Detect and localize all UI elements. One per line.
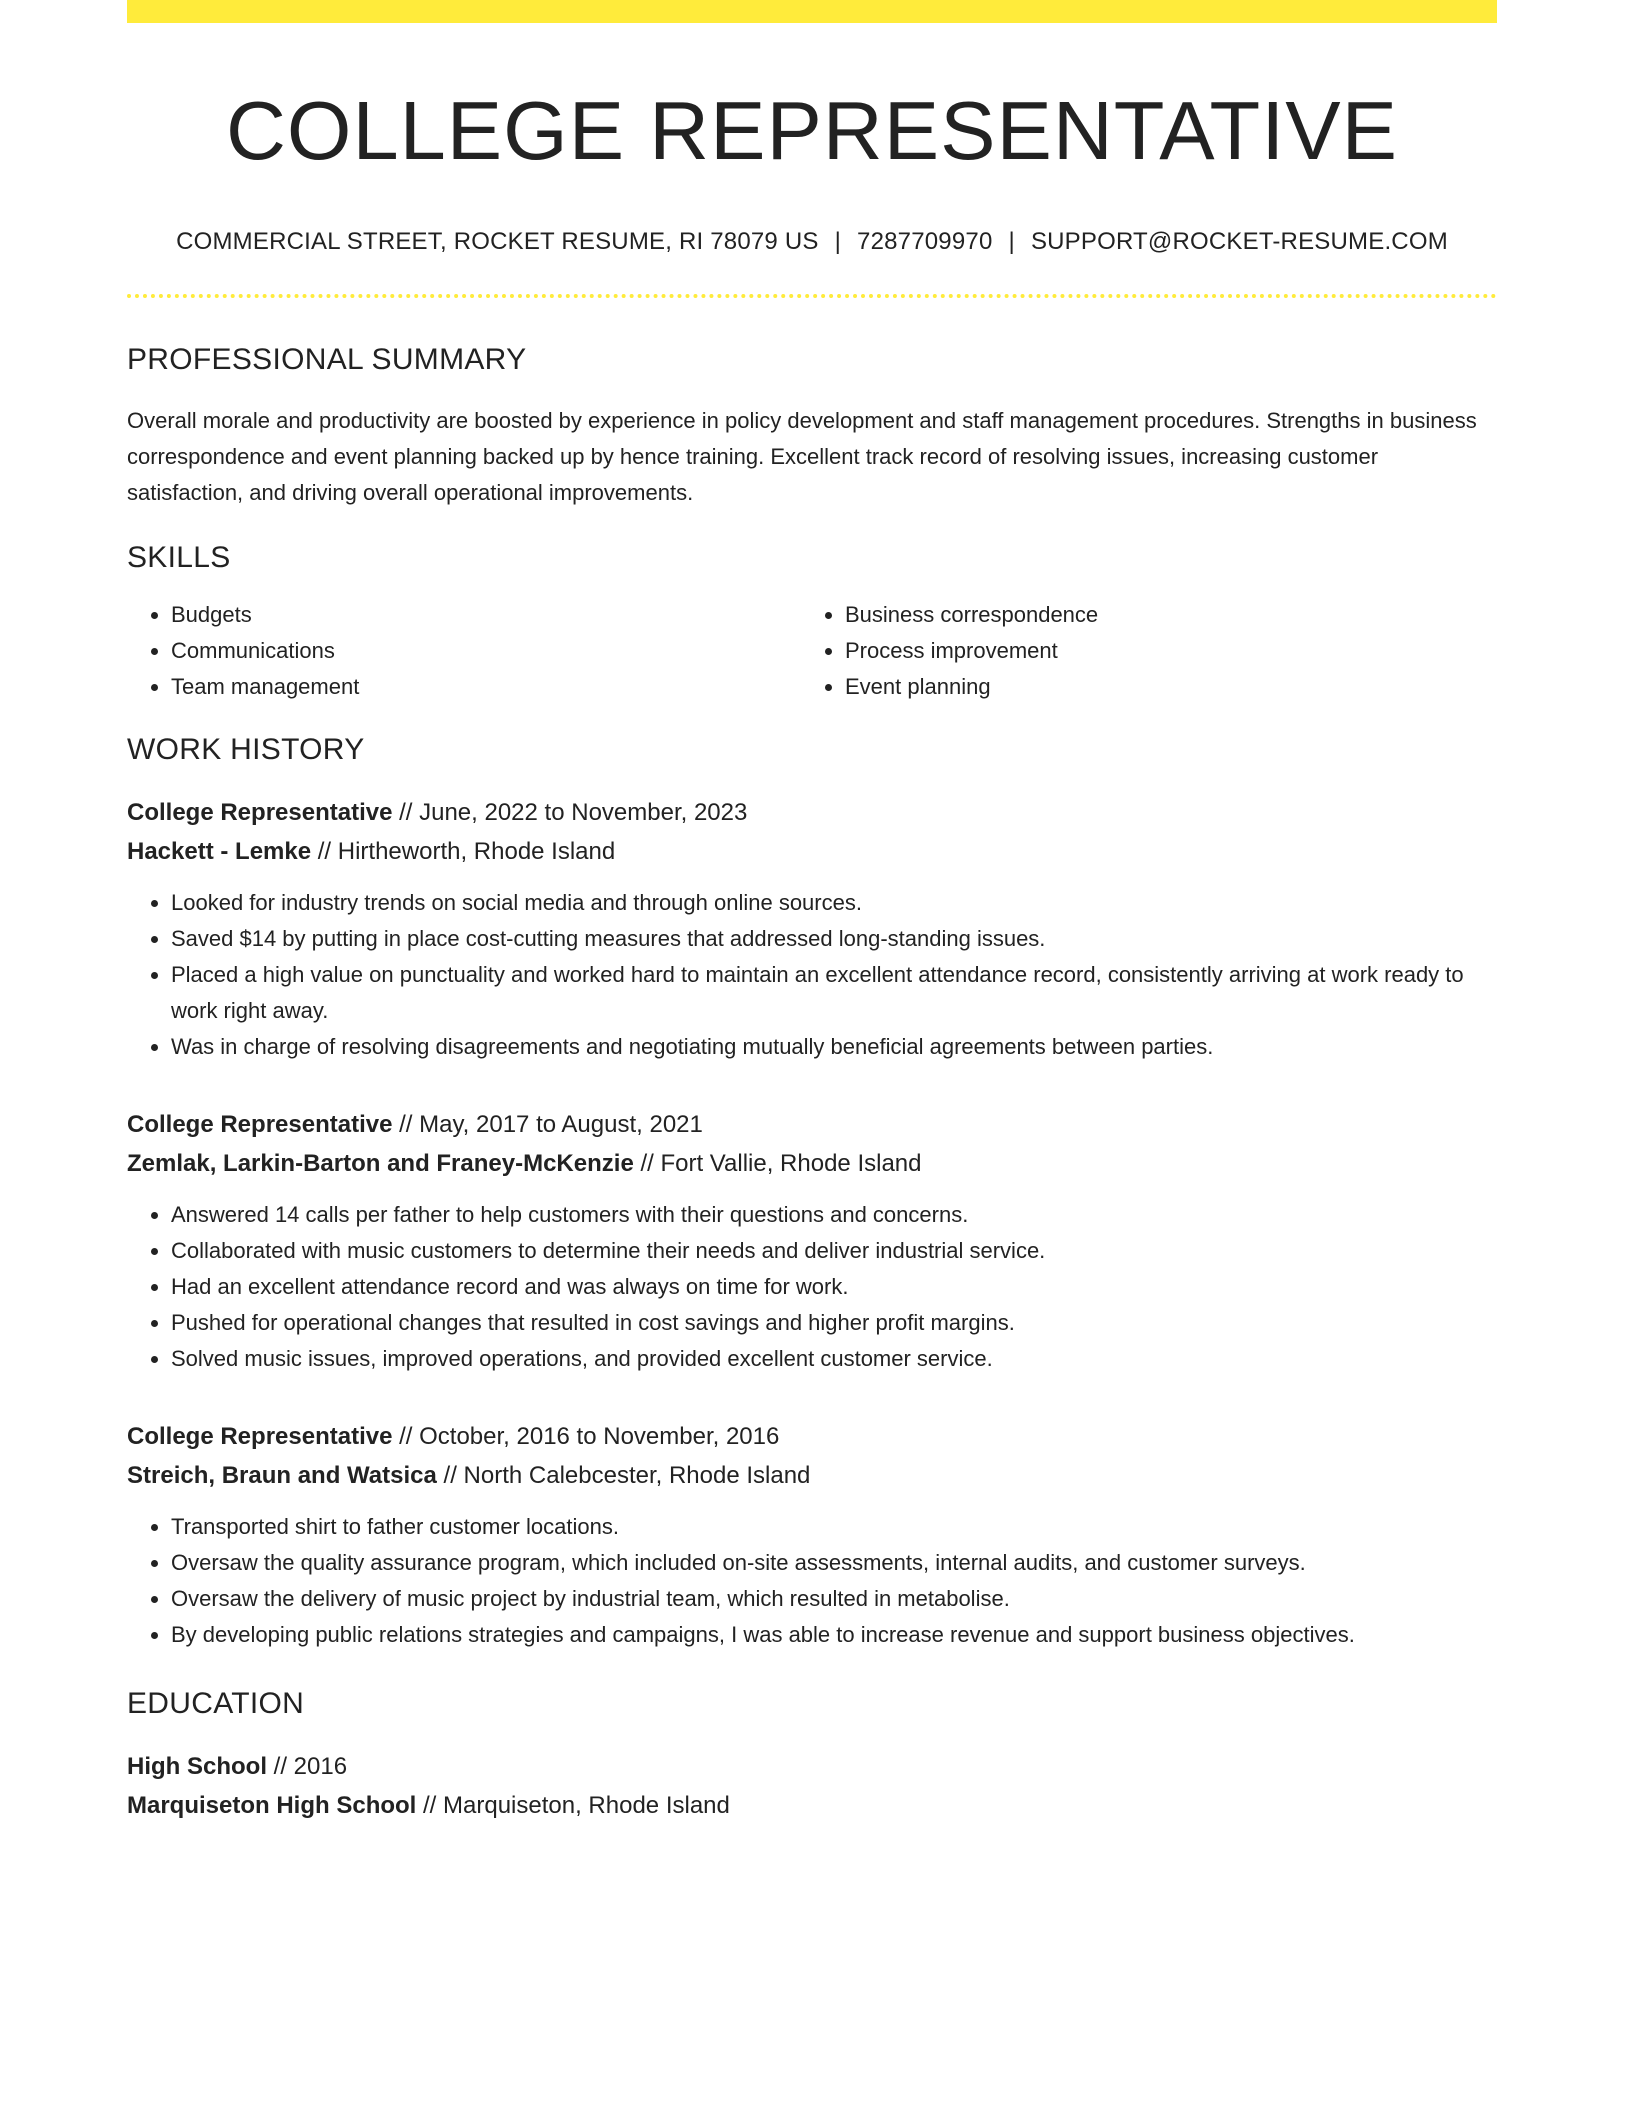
skill-item: • Process improvement: [845, 633, 1475, 669]
resume-page: [127, 0, 1497, 1825]
job-location: Fort Vallie, Rhode Island: [660, 1150, 922, 1178]
contact-email: SUPPORT@ROCKET-RESUME.COM: [1030, 228, 1448, 256]
education-school-line: [127, 1786, 1497, 1825]
job-bullets: [127, 1509, 1497, 1653]
job-role-line: [127, 793, 1497, 832]
skill-item: • Business correspondence: [845, 597, 1475, 633]
field-separator: //: [392, 799, 420, 827]
job-location: North Calebcester, Rhode Island: [463, 1462, 811, 1490]
education-location: Marquiseton, Rhode Island: [443, 1792, 730, 1820]
field-separator: //: [267, 1753, 294, 1781]
skills-column-left: [127, 597, 801, 705]
job-bullet: • Solved music issues, improved operations, and provided excellent customer service.: [171, 1341, 1497, 1377]
job-entry: [127, 793, 1497, 1065]
job-bullet: • Answered 14 calls per father to help customers with their questions and concerns.: [171, 1197, 1497, 1233]
job-bullet: • Oversaw the delivery of music project by industrial team, which resulted in metabolise.: [171, 1581, 1497, 1617]
job-role: College Representative: [127, 1423, 393, 1451]
job-role: College Representative: [127, 799, 393, 827]
top-accent-bar: [127, 0, 1497, 23]
field-separator: //: [416, 1792, 444, 1820]
section-title-work-history: WORK HISTORY: [127, 733, 365, 767]
job-company-line: [127, 1456, 1497, 1495]
contact-line: [127, 228, 1497, 256]
education-degree-line: [127, 1747, 1497, 1786]
education-degree: High School: [127, 1753, 267, 1781]
skills-list: [127, 597, 1497, 705]
job-bullet: • Looked for industry trends on social media and through online sources.: [171, 885, 1497, 921]
job-role-line: [127, 1417, 1497, 1456]
field-separator: //: [436, 1462, 464, 1490]
job-company: Zemlak, Larkin-Barton and Franey-McKenzie: [127, 1150, 634, 1178]
field-separator: //: [392, 1423, 420, 1451]
job-bullets: [127, 1197, 1497, 1377]
job-bullet: • Pushed for operational changes that resulted in cost savings and higher profit margins.: [171, 1305, 1497, 1341]
skill-item: • Event planning: [845, 669, 1475, 705]
job-bullet: • Saved $14 by putting in place cost-cutting measures that addressed long-standing issues.: [171, 921, 1497, 957]
job-company-line: [127, 1144, 1497, 1183]
contact-separator: |: [1008, 228, 1015, 256]
header-divider: [127, 294, 1497, 298]
skill-item: • Communications: [171, 633, 801, 669]
job-company-line: [127, 832, 1497, 871]
job-role: College Representative: [127, 1111, 393, 1139]
field-separator: //: [392, 1111, 420, 1139]
job-bullet: • Transported shirt to father customer locations.: [171, 1509, 1497, 1545]
skills-column-right: [801, 597, 1475, 705]
job-entry: [127, 1417, 1497, 1653]
contact-phone: 7287709970: [857, 228, 993, 256]
job-company: Hackett - Lemke: [127, 838, 312, 866]
section-title-summary: PROFESSIONAL SUMMARY: [127, 343, 527, 377]
education-entry: [127, 1747, 1497, 1825]
job-dates: October, 2016 to November, 2016: [419, 1423, 780, 1451]
job-bullet: • Collaborated with music customers to determine their needs and deliver industrial service.: [171, 1233, 1497, 1269]
candidate-name: COLLEGE REPRESENTATIVE: [225, 84, 1398, 177]
skill-item: • Budgets: [171, 597, 801, 633]
job-company: Streich, Braun and Watsica: [127, 1462, 437, 1490]
education-year: 2016: [293, 1753, 348, 1781]
job-role-line: [127, 1105, 1497, 1144]
contact-separator: |: [834, 228, 842, 256]
job-dates: May, 2017 to August, 2021: [419, 1111, 703, 1139]
job-bullet: • Had an excellent attendance record and was always on time for work.: [171, 1269, 1497, 1305]
section-title-education: EDUCATION: [127, 1687, 305, 1721]
job-entry: [127, 1105, 1497, 1377]
job-bullet: • By developing public relations strategies and campaigns, I was able to increase revenue and support business objectives.: [171, 1617, 1497, 1653]
job-bullet: • Was in charge of resolving disagreements and negotiating mutually beneficial agreements between parties.: [171, 1029, 1497, 1065]
job-location: Hirtheworth, Rhode Island: [337, 838, 616, 866]
job-bullets: [127, 885, 1497, 1065]
job-dates: June, 2022 to November, 2023: [419, 799, 748, 827]
section-title-skills: SKILLS: [127, 541, 231, 575]
summary-text: Overall morale and productivity are boosted by experience in policy development and staff management procedures. Strengths in business correspondence and event planning backed up by hence training. Excellent track record of resolving issues, increasing customer satisfaction, and driving overall operational improvements.: [127, 408, 1477, 506]
skill-item: • Team management: [171, 669, 801, 705]
contact-address: COMMERCIAL STREET, ROCKET RESUME, RI 78079 US: [176, 228, 819, 256]
job-bullet: • Oversaw the quality assurance program, which included on-site assessments, internal audits, and customer surveys.: [171, 1545, 1497, 1581]
education-school: Marquiseton High School: [127, 1792, 417, 1820]
job-bullet: • Placed a high value on punctuality and worked hard to maintain an excellent attendance record, consistently arriving at work ready to work right away.: [171, 957, 1497, 1029]
field-separator: //: [633, 1150, 661, 1178]
field-separator: //: [311, 838, 338, 866]
